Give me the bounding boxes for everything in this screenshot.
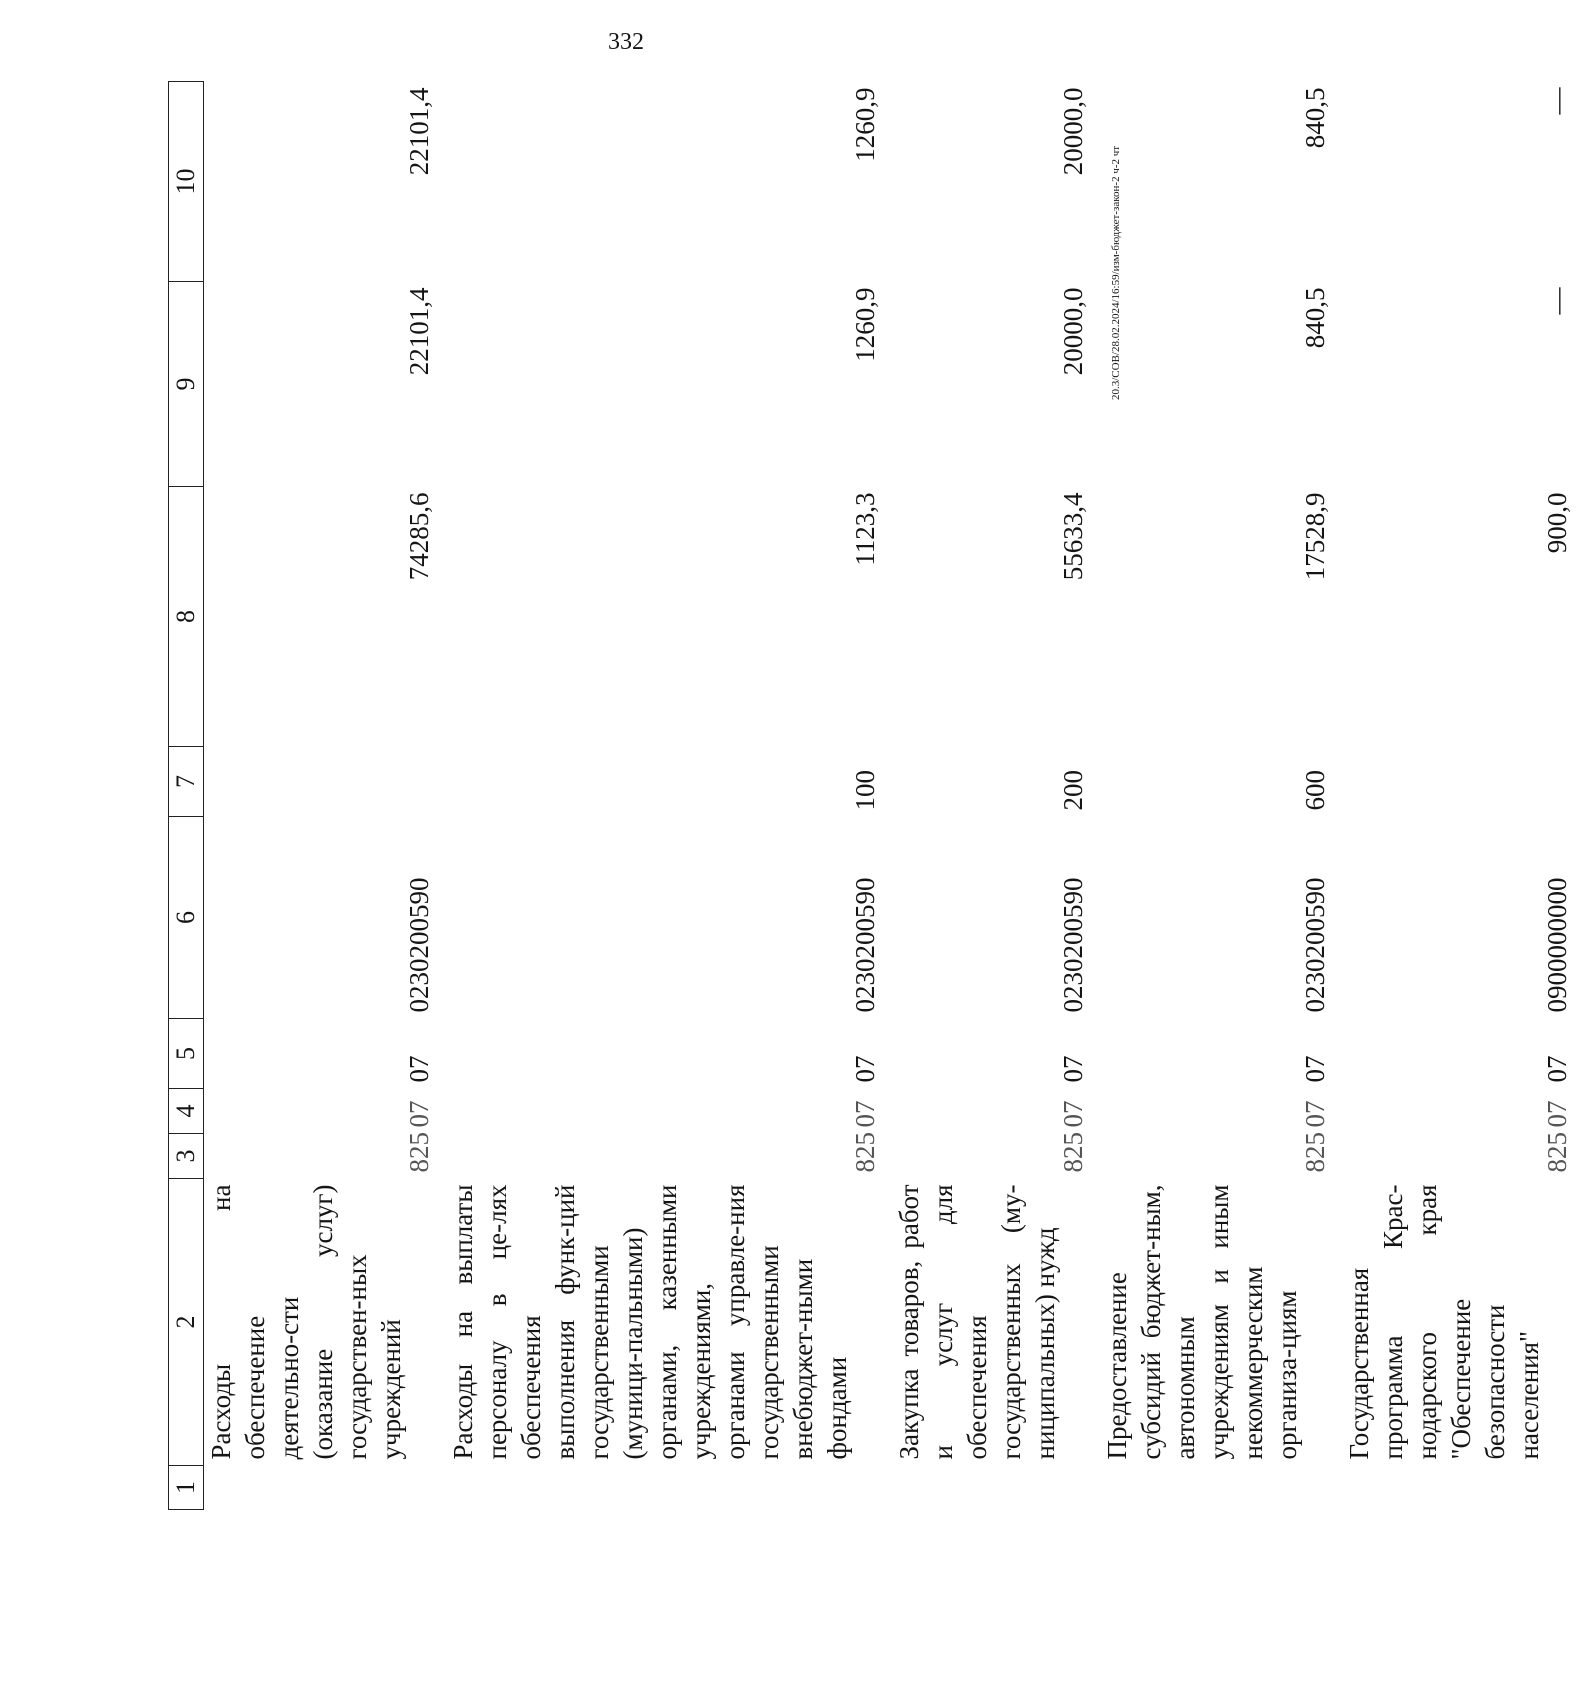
amount-col-8: 17528,9 — [1300, 492, 1330, 581]
table-row — [1100, 82, 1342, 1510]
table-header-row — [169, 82, 204, 1510]
subsection-code: 07 — [1058, 1055, 1088, 1083]
expense-type-code — [1342, 747, 1584, 817]
subsection-code: 07 — [1300, 1055, 1330, 1083]
expense-name: Предоставление субсидий бюджет-ным, автономным учреждениям и иным некоммерческим организа-циям — [1102, 1184, 1302, 1460]
column-header-2: 2 — [169, 1179, 204, 1466]
section-code: 07 — [1300, 1100, 1330, 1128]
expense-type-code: 600 — [1300, 770, 1330, 811]
section-code: 07 — [850, 1100, 880, 1128]
target-article-code: 0230200590 — [404, 877, 434, 1013]
amount-col-9: — — [1542, 287, 1572, 315]
amount-col-8: 1123,3 — [850, 492, 880, 566]
section-code: 07 — [1542, 1100, 1572, 1128]
amount-col-10: 20000,0 — [1058, 87, 1088, 176]
amount-col-9: 22101,4 — [404, 287, 434, 376]
amount-col-8: 74285,6 — [404, 492, 434, 581]
table-row — [1342, 82, 1584, 1510]
row-index-cell — [204, 1466, 447, 1510]
table-row — [892, 82, 1100, 1510]
ministry-code: 825 — [1542, 1132, 1572, 1173]
row-index-cell — [892, 1466, 1100, 1510]
expense-type-code: 100 — [850, 770, 880, 811]
column-header-1: 1 — [169, 1466, 204, 1510]
budget-table — [168, 81, 1584, 1510]
expense-type-code: 200 — [1058, 770, 1088, 811]
row-index-cell — [1342, 1466, 1584, 1510]
column-header-3: 3 — [169, 1134, 204, 1179]
expense-name: Закупка товаров, работ и услуг для обеспечения государственных (му-ниципальных) нужд — [894, 1184, 1060, 1460]
amount-col-10: 840,5 — [1300, 87, 1330, 149]
column-header-5: 5 — [169, 1019, 204, 1089]
ministry-code: 825 — [404, 1132, 434, 1173]
page-number: 332 — [608, 29, 644, 55]
amount-col-9: 840,5 — [1300, 287, 1330, 349]
column-header-6: 6 — [169, 817, 204, 1019]
amount-col-10: 1260,9 — [850, 87, 880, 162]
subsection-code: 07 — [404, 1055, 434, 1083]
expense-name: Расходы на выплаты персоналу в це-лях обеспечения выполнения функ-ций государственными (муници-пальными) органами, казенными учреждениями, органами управле-ния государственными внебюджет-ными фондами — [448, 1184, 852, 1460]
column-header-7: 7 — [169, 747, 204, 817]
subsection-code: 07 — [1542, 1055, 1572, 1083]
ministry-code: 825 — [1300, 1132, 1330, 1173]
expense-name: Расходы на обеспечение деятельно-сти (оказание услуг) государствен-ных учреждений — [206, 1184, 406, 1460]
amount-col-10: — — [1542, 87, 1572, 115]
section-code: 07 — [1058, 1100, 1088, 1128]
target-article-code: 0230200590 — [1058, 877, 1088, 1013]
amount-col-9: 1260,9 — [850, 287, 880, 362]
ministry-code: 825 — [850, 1132, 880, 1173]
row-index-cell — [1100, 1466, 1342, 1510]
footer-code-text: 20.3/СОВ/28.02.2024/16:59/изм-бюджет-закон-2 ч-2 чт — [1110, 145, 1122, 400]
ministry-code: 825 — [1058, 1132, 1088, 1173]
table-row — [446, 82, 892, 1510]
column-header-10: 10 — [169, 82, 204, 282]
expense-type-code — [204, 747, 447, 817]
column-header-8: 8 — [169, 487, 204, 747]
column-header-4: 4 — [169, 1089, 204, 1134]
expense-name: Государственная программа Крас-нодарского края "Обеспечение безопасности населения" — [1344, 1184, 1544, 1460]
section-code: 07 — [404, 1100, 434, 1128]
target-article-code: 0900000000 — [1542, 877, 1572, 1013]
amount-col-8: 900,0 — [1542, 492, 1572, 554]
target-article-code: 0230200590 — [1300, 877, 1330, 1013]
amount-col-10: 22101,4 — [404, 87, 434, 176]
column-header-9: 9 — [169, 282, 204, 487]
subsection-code: 07 — [850, 1055, 880, 1083]
table-row — [204, 82, 447, 1510]
amount-col-9: 20000,0 — [1058, 287, 1088, 376]
target-article-code: 0230200590 — [850, 877, 880, 1013]
amount-col-8: 55633,4 — [1058, 492, 1088, 581]
row-index-cell — [446, 1466, 892, 1510]
